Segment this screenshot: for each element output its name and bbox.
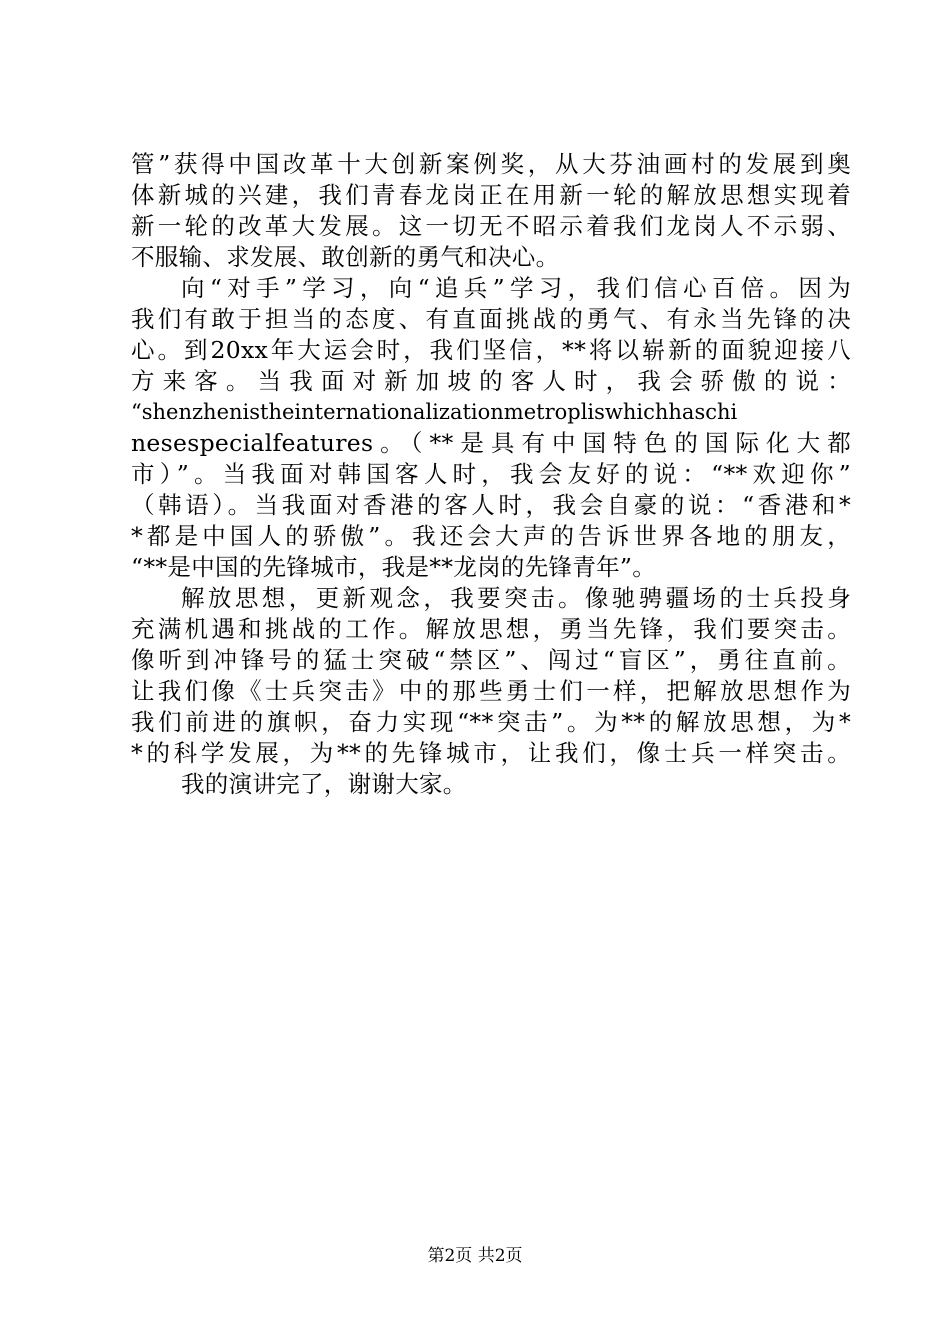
text-line: *的科学发展，为**的先锋城市，让我们，像士兵一样突击。	[131, 739, 851, 767]
text-line: 不服输、求发展、敢创新的勇气和决心。	[131, 243, 560, 271]
text-line: 心。到20xx年大运会时，我们坚信，**将以崭新的面貌迎接八	[131, 336, 851, 364]
text-line: 充满机遇和挑战的工作。解放思想，勇当先锋，我们要突击。	[131, 615, 851, 643]
text-line: 我们前进的旗帜，奋力实现“**突击”。为**的解放思想，为*	[131, 708, 851, 736]
text-line: 新一轮的改革大发展。这一切无不昭示着我们龙岗人不示弱、	[131, 212, 851, 240]
text-line: nesespecialfeatures。（**是具有中国特色的国际化大都	[131, 429, 851, 457]
text-line: 方来客。当我面对新加坡的客人时，我会骄傲的说：	[131, 367, 851, 395]
text-line: 我的演讲完了，谢谢大家。	[181, 770, 467, 798]
text-line: 向“对手”学习，向“追兵”学习，我们信心百倍。因为	[181, 274, 851, 302]
page-number-footer: 第2页 共2页	[427, 1246, 523, 1266]
text-line: 管”获得中国改革十大创新案例奖，从大芬油画村的发展到奥	[131, 150, 851, 178]
text-line: 像听到冲锋号的猛士突破“禁区”、闯过“盲区”，勇往直前。	[131, 646, 851, 674]
text-line: 体新城的兴建，我们青春龙岗正在用新一轮的解放思想实现着	[131, 181, 851, 209]
text-line: “shenzhenistheinternationalizationmetropliswhichhaschi	[131, 400, 738, 424]
text-line: （韩语）。当我面对香港的客人时，我会自豪的说：“香港和*	[131, 491, 851, 519]
text-line: “**是中国的先锋城市，我是**龙岗的先锋青年”。	[131, 553, 657, 581]
document-body	[131, 149, 851, 800]
text-line: 我们有敢于担当的态度、有直面挑战的勇气、有永当先锋的决	[131, 305, 851, 333]
text-line: 让我们像《士兵突击》中的那些勇士们一样，把解放思想作为	[131, 677, 851, 705]
text-line: 解放思想，更新观念，我要突击。像驰骋疆场的士兵投身	[181, 584, 851, 612]
text-line: *都是中国人的骄傲”。我还会大声的告诉世界各地的朋友，	[131, 522, 851, 550]
text-line: 市）”。当我面对韩国客人时，我会友好的说：“**欢迎你”	[131, 460, 851, 488]
